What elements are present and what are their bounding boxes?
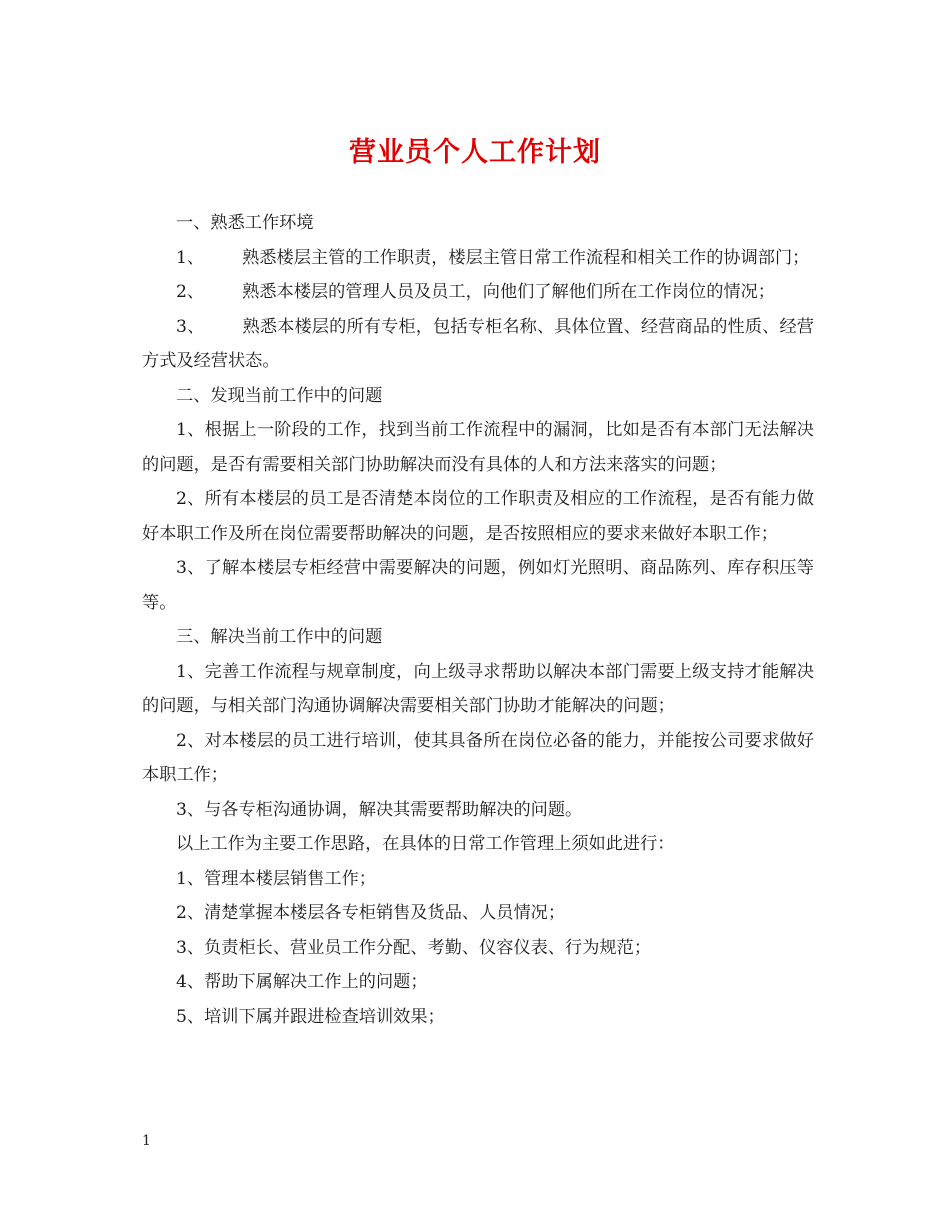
paragraph-s1-2 (142, 275, 814, 310)
summary-paragraph: 以上工作为主要工作思路，在具体的日常工作管理上须如此进行： (176, 834, 675, 854)
daily-item-1: 1、管理本楼层销售工作； (176, 868, 376, 889)
document-body (142, 206, 814, 1034)
paragraph-s2-3: 3、了解本楼层专柜经营中需要解决的问题，例如灯光照明、商品陈列、库存积压等等。 (142, 558, 814, 613)
daily-item-2: 2、清楚掌握本楼层各专柜销售及货品、人员情况； (176, 903, 566, 923)
daily-item-3: 3、负责柜长、营业员工作分配、考勤、仪容仪表、行为规范； (176, 937, 652, 958)
section-heading-2: 二、发现当前工作中的问题 (176, 385, 383, 406)
paragraph-s3-3: 3、与各专柜沟通协调，解决其需要帮助解决的问题。 (176, 799, 583, 820)
item-text: 熟悉本楼层的所有专柜，包括专柜名称、具体位置、经营商品的性质、经营方式及经营状态。 (142, 316, 814, 371)
paragraph-s2-1: 1、根据上一阶段的工作，找到当前工作流程中的漏洞，比如是否有本部门无法解决的问题，是否有需要相关部门协助解决而没有具体的人和方法来落实的问题； (142, 420, 814, 475)
item-number: 3、 (176, 316, 205, 337)
document-title: 营业员个人工作计划 (349, 137, 601, 168)
daily-item-4: 4、帮助下属解决工作上的问题； (176, 972, 428, 992)
item-text: 熟悉本楼层的管理人员及员工，向他们了解他们所在工作岗位的情况； (242, 282, 775, 302)
paragraph-s2-2: 2、所有本楼层的员工是否清楚本岗位的工作职责及相应的工作流程，是否有能力做好本职工作及所在岗位需要帮助解决的问题，是否按照相应的要求来做好本职工作； (142, 489, 814, 544)
paragraph-s3-1: 1、完善工作流程与规章制度，向上级寻求帮助以解决本部门需要上级支持才能解决的问题，与相关部门沟通协调解决需要相关部门协助才能解决的问题； (142, 661, 814, 716)
item-number: 1、 (176, 247, 205, 268)
paragraph-s1-3 (142, 310, 814, 379)
page-number: 1 (142, 1133, 151, 1149)
daily-item-5: 5、培训下属并跟进检查培训效果； (176, 1006, 445, 1027)
section-heading-1: 一、熟悉工作环境 (176, 213, 314, 233)
paragraph-s3-2: 2、对本楼层的员工进行培训，使其具备所在岗位必备的能力，并能按公司要求做好本职工作； (142, 730, 814, 785)
item-text: 熟悉楼层主管的工作职责，楼层主管日常工作流程和相关工作的协调部门； (242, 247, 810, 268)
item-number: 2、 (176, 282, 205, 302)
paragraph-s1-1 (142, 241, 814, 276)
section-heading-3: 三、解决当前工作中的问题 (176, 627, 383, 647)
